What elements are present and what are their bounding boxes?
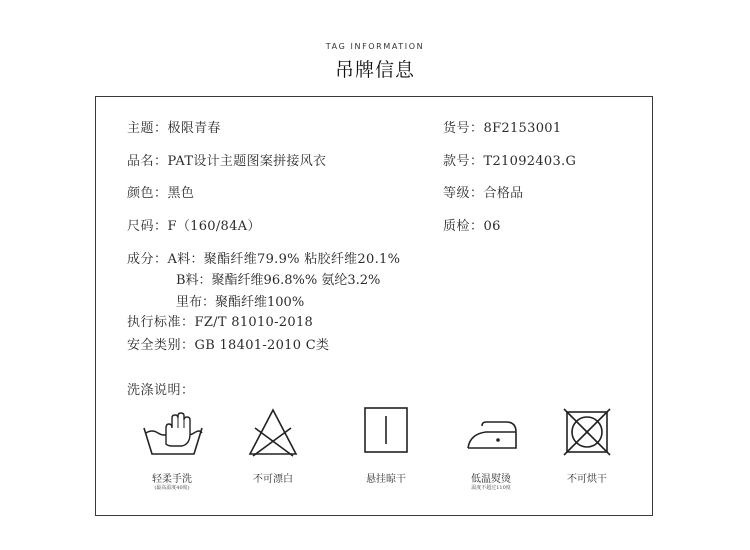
product-value: PAT设计主题图案拼接风衣 (167, 154, 327, 169)
color-label: 颜色： (127, 186, 168, 201)
composition-line-lining: 里布：聚酯纤维100% (176, 295, 305, 310)
style-no-row (443, 154, 576, 170)
care-label-low-iron: 低温熨烫 (471, 474, 511, 485)
inspection-row (443, 219, 501, 235)
standard-label: 执行标准： (127, 315, 195, 330)
care-label-no-tumble-dry: 不可烘干 (567, 474, 607, 485)
safety-label: 安全类别： (127, 338, 195, 353)
care-label-line-dry: 悬挂晾干 (366, 474, 406, 485)
grade-row (443, 186, 523, 202)
product-label: 品名： (127, 154, 168, 169)
care-title: 洗涤说明： (127, 383, 195, 398)
composition-row (127, 252, 400, 268)
inspection-label: 质检： (443, 219, 484, 234)
no-bleach-icon (247, 406, 299, 458)
standard-value: FZ/T 81010-2018 (194, 315, 314, 330)
item-no-row (443, 121, 561, 137)
product-row (127, 154, 326, 170)
page-title: 吊牌信息 (334, 59, 415, 81)
header-subtitle: TAG INFORMATION (325, 42, 425, 51)
standard-row (127, 315, 313, 331)
inspection-value: 06 (483, 219, 501, 234)
safety-value: GB 18401-2010 C类 (194, 338, 330, 353)
care-label-hand-wash: 轻柔手洗 (152, 474, 192, 485)
hand-wash-icon (140, 406, 206, 458)
style-no-value: T21092403.G (483, 154, 577, 169)
line-dry-icon (363, 406, 409, 454)
theme-label: 主题： (127, 121, 168, 136)
item-no-value: 8F2153001 (483, 121, 562, 136)
grade-value: 合格品 (483, 186, 524, 201)
low-iron-icon (464, 406, 520, 454)
color-row (127, 186, 194, 202)
composition-label: 成分： (127, 252, 168, 267)
grade-label: 等级： (443, 186, 484, 201)
care-label-no-bleach: 不可漂白 (253, 474, 293, 485)
item-no-label: 货号： (443, 121, 484, 136)
composition-line-a: A料：聚酯纤维79.9% 粘胶纤维20.1% (167, 252, 401, 267)
composition-line-b: B料：聚酯纤维96.8%% 氨纶3.2% (176, 273, 381, 288)
color-value: 黑色 (167, 186, 195, 201)
theme-row (127, 121, 221, 137)
style-no-label: 款号： (443, 154, 484, 169)
size-label: 尺码： (127, 219, 168, 234)
size-value: F（160/84A） (167, 219, 261, 234)
care-sub-low-iron: 温度不超过110度 (471, 485, 511, 491)
size-row (127, 219, 261, 235)
theme-value: 极限青春 (167, 121, 221, 136)
safety-row (127, 338, 329, 354)
no-tumble-dry-icon (563, 406, 611, 458)
care-sub-hand-wash: (最高温度40度) (154, 485, 190, 491)
